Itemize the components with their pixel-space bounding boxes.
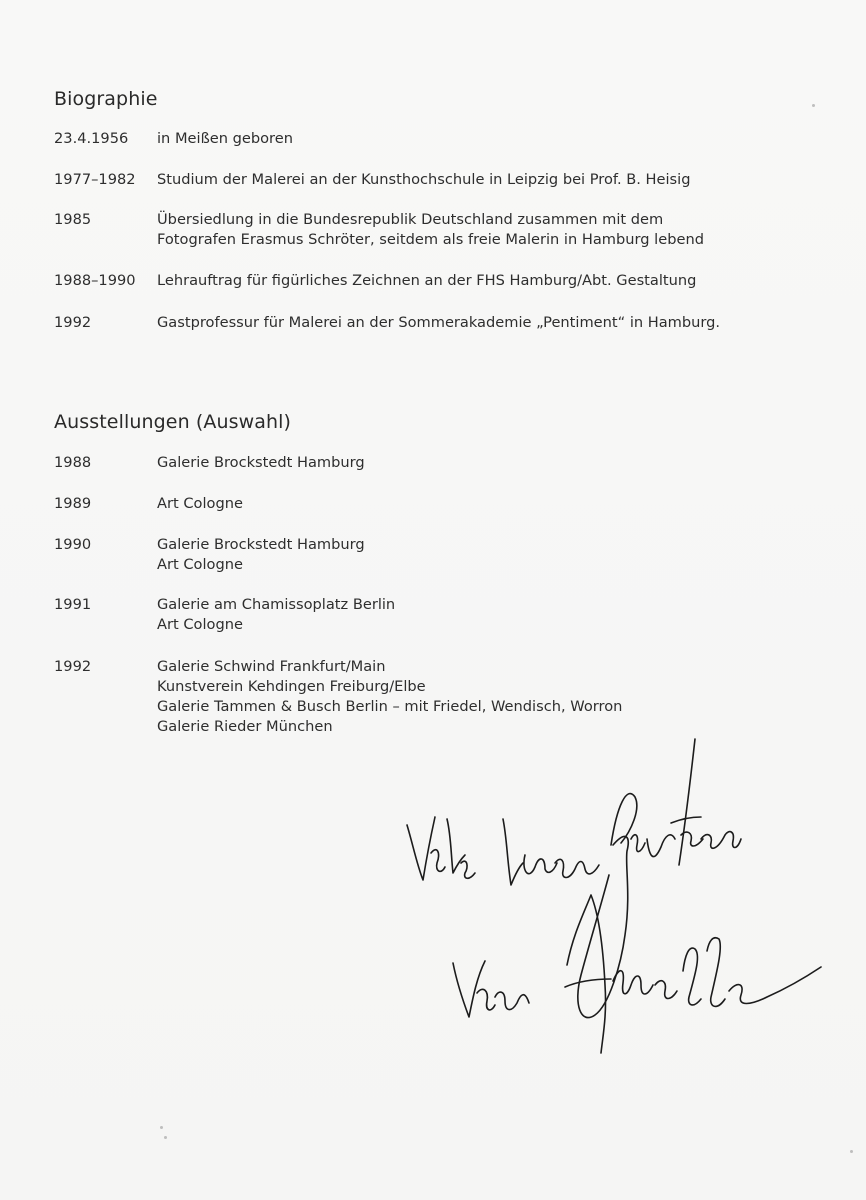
biography-heading: Biographie <box>54 88 158 110</box>
entry-line: Studium der Malerei an der Kunsthochschule in Leipzig bei Prof. B. Heisig <box>157 171 691 188</box>
entry-line: Übersiedlung in die Bundesrepublik Deutschland zusammen mit dem <box>157 211 664 228</box>
entry-date: 1992 <box>54 314 92 331</box>
entry-text <box>157 453 365 473</box>
entry-text <box>157 595 395 635</box>
entry-line: Galerie am Chamissoplatz Berlin <box>157 596 396 613</box>
entry-text <box>157 210 704 250</box>
entry-line: Art Cologne <box>157 495 243 512</box>
entry-date: 1988 <box>54 454 92 471</box>
entry-line: Galerie Schwind Frankfurt/Main <box>157 658 386 675</box>
entry-line: Galerie Brockstedt Hamburg <box>157 536 365 553</box>
entry-line: Art Cologne <box>157 616 243 633</box>
entry-date: 1989 <box>54 495 92 512</box>
entry-line: Gastprofessur für Malerei an der Sommerakademie „Pentiment“ in Hamburg. <box>157 314 721 331</box>
entry-text <box>157 657 622 737</box>
handwritten-signature <box>395 735 835 1065</box>
entry-line: Art Cologne <box>157 556 243 573</box>
entry-line: in Meißen geboren <box>157 130 293 147</box>
entry-text <box>157 535 365 575</box>
entry-date: 1991 <box>54 596 92 613</box>
entry-line: Fotografen Erasmus Schröter, seitdem als freie Malerin in Hamburg lebend <box>157 231 704 248</box>
entry-date: 23.4.1956 <box>54 130 129 147</box>
entry-date: 1977–1982 <box>54 171 136 188</box>
entry-line: Galerie Rieder München <box>157 718 333 735</box>
paper-speck <box>850 1150 853 1153</box>
paper-speck <box>160 1126 163 1129</box>
entry-text <box>157 494 243 514</box>
entry-date: 1985 <box>54 211 92 228</box>
entry-date: 1992 <box>54 658 92 675</box>
entry-line: Galerie Tammen & Busch Berlin – mit Friedel, Wendisch, Worron <box>157 698 623 715</box>
entry-line: Galerie Brockstedt Hamburg <box>157 454 365 471</box>
entry-text <box>157 170 690 190</box>
entry-line: Lehrauftrag für figürliches Zeichnen an der FHS Hamburg/Abt. Gestaltung <box>157 272 697 289</box>
entry-text <box>157 129 293 149</box>
exhibitions-heading: Ausstellungen (Auswahl) <box>54 411 292 433</box>
entry-date: 1990 <box>54 536 92 553</box>
paper-speck <box>812 104 815 107</box>
entry-text <box>157 271 696 291</box>
entry-date: 1988–1990 <box>54 272 136 289</box>
entry-line: Kunstverein Kehdingen Freiburg/Elbe <box>157 678 426 695</box>
paper-speck <box>164 1136 167 1139</box>
entry-text <box>157 313 720 333</box>
